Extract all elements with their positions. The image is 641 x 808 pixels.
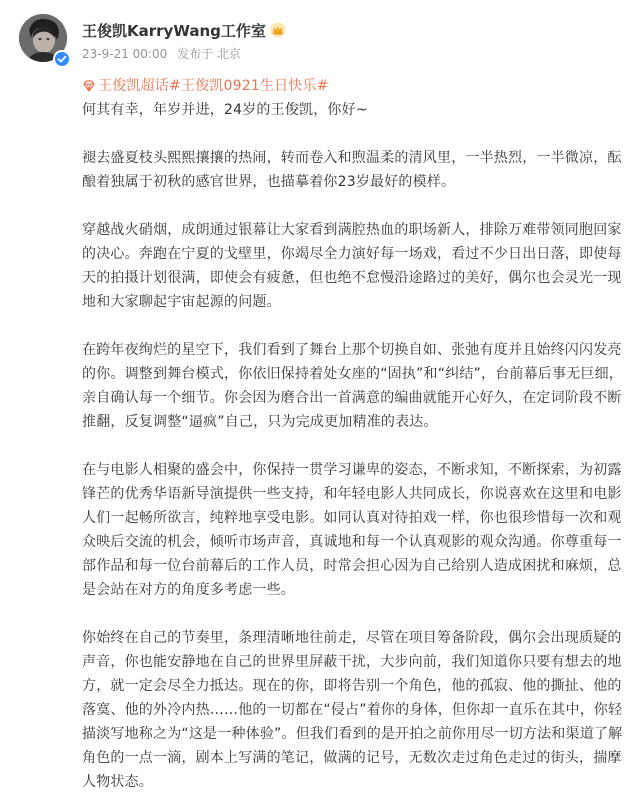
post-content bbox=[82, 74, 627, 794]
post-meta bbox=[82, 45, 241, 62]
post-paragraph-4: 在与电影人相聚的盛会中，你保持一贯学习谦卑的姿态，不断求知，不断探索，为初露锋芒的优秀华语新导演提供一些支持，和年轻电影人共同成长，你说喜欢在这里和电影人们一起畅所欲言，纯粹地享受电影。如同认真对待拍戏一样，你也很珍惜每一次和观众映后交流的机会，倾听市场声音，真诚地和每一个认真观影的观众沟通。你尊重每一部作品和每一位台前幕后的工作人员，时常会担心因为自己给别人造成困扰和麻烦，总是会站在对方的角度多考虑一些。 bbox=[82, 462, 622, 598]
post-timestamp[interactable]: 23-9-21 00:00 bbox=[82, 47, 168, 61]
post-paragraph-3: 在跨年夜绚烂的星空下，我们看到了舞台上那个切换自如、张弛有度并且始终闪闪发亮的你。调整到舞台模式，你依旧保持着处女座的“固执”和“纠结”，台前幕后事无巨细，亲自确认每一个细节。你会因为磨合出一首满意的编曲就能开心好久，在定词阶段不断推翻，反复调整“逼疯”自己，只为完成更加精准的表达。 bbox=[82, 342, 624, 430]
hashtag-link[interactable]: #王俊凯0921生日快乐# bbox=[169, 78, 329, 94]
author-name[interactable]: 王俊凯KarryWang工作室 bbox=[82, 21, 266, 40]
post-intro: 何其有幸，年岁并进，24岁的王俊凯，你好~ bbox=[82, 102, 368, 118]
supertopic-link[interactable]: 王俊凯超话 bbox=[98, 78, 169, 94]
crown-icon[interactable] bbox=[270, 22, 286, 38]
verified-check-icon bbox=[53, 50, 71, 68]
topic-line bbox=[82, 74, 627, 98]
author-row bbox=[82, 20, 286, 40]
post-paragraph-5: 你始终在自己的节奏里，条理清晰地往前走，尽管在项目筹备阶段，偶尔会出现质疑的声音，你也能安静地在自己的世界里屏蔽干扰，大步向前，我们知道你只要有想去的地方，就一定会尽全力抵达。现在的你，即将告别一个角色，他的孤寂、他的撕扯、他的落寞、他的外冷内热……他的一切都在“侵占”着你的身体，但你却一直乐在其中，你轻描淡写地称之为“这是一种体验”。但我们看到的是开拍之前你用尽一切方法和渠道了解角色的一点一滴，剧本上写满的笔记，做满的记号，无数次走过角色走过的街头，揣摩人物状态。 bbox=[82, 630, 623, 790]
post-source: 发布于 北京 bbox=[177, 47, 241, 61]
supertopic-diamond-icon bbox=[82, 79, 96, 93]
post-paragraph-1: 褪去盛夏枝头熙熙攘攘的热闹，转而卷入和煦温柔的清风里，一半热烈，一半微凉，酝酿着独属于初秋的感官世界，也描摹着你23岁最好的模样。 bbox=[82, 150, 622, 190]
post-paragraph-2: 穿越战火硝烟，成朗通过银幕让大家看到满腔热血的职场新人，排除万难带领同胞回家的决心。奔跑在宁夏的戈壁里，你竭尽全力演好每一场戏，看过不少日出日落，即使每天的拍摄计划很满，即使会有疲惫，但也绝不怠慢沿途路过的美好，偶尔也会灵光一现地和大家聊起宇宙起源的问题。 bbox=[82, 222, 622, 310]
